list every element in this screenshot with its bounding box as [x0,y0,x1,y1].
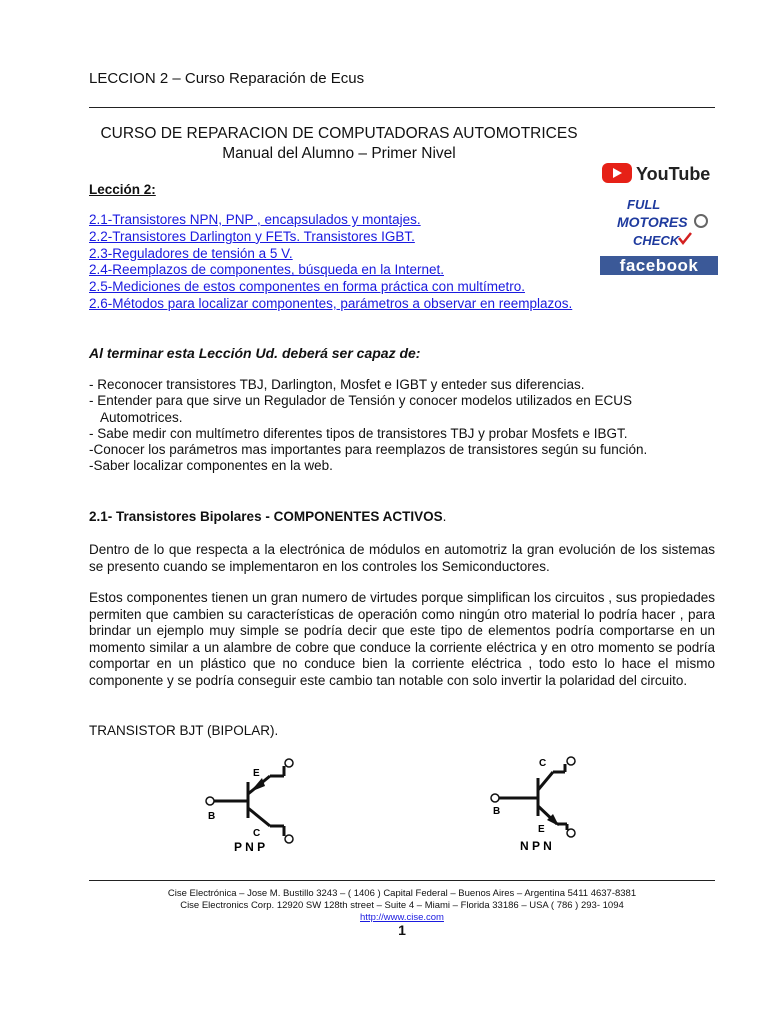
document-header: LECCION 2 – Curso Reparación de Ecus [89,70,365,87]
wrench-icon [695,215,707,227]
course-subtitle: Manual del Alumno – Primer Nivel [222,145,456,162]
course-title: CURSO DE REPARACION DE COMPUTADORAS AUTOMOTRICES [100,125,578,142]
footer-divider [89,880,715,881]
toc-link-2-2[interactable]: 2.2-Transistores Darlington y FETs. Transistores IGBT. [89,228,415,244]
section-heading [89,509,446,524]
toc-link-2-5[interactable]: 2.5-Mediciones de estos componentes en forma práctica con multímetro. [89,279,525,295]
fmc-line2: MOTORES [617,214,688,230]
footer-address-ar: Cise Electrónica – Jose M. Bustillo 3243 – ( 1406 ) Capital Federal – Buenos Aires – Argentina 5411 4637-8381 [167,888,637,899]
section-heading-suffix: . [442,509,447,524]
goal-item: - Entender para que sirve un Regulador de Tensión y conocer modelos utilizados en ECUS [89,393,633,409]
fmc-line1: FULL [627,197,661,212]
footer-website-link[interactable]: http://www.cise.com [360,912,444,923]
goal-item: - Sabe medir con multímetro diferentes tipos de transistores TBJ y probar Mosfets e IBGT. [89,425,628,441]
goal-item: -Saber localizar componentes en la web. [89,458,333,474]
paragraph-2: Estos componentes tienen un gran numero de virtudes porque simplifican los circuitos , sus propiedades permiten que cambien su características de operación como ningún otro material lo podría hacer , para brindar un ejemplo muy simple se podría decir que este tipo de elementos podría comportarse en un momento similar a un alambre de cobre que conduce la corriente eléctrica y en otro momento se podría comportar en un plástico que no conduce bien la corriente eléctrica , todo esto lo hace el mismo componente y se podría conseguir este cambio tan notable con solo invertir la polaridad del circuito. [89,590,715,688]
goals-list [89,377,719,475]
pnp-c-label: C [253,828,261,839]
lesson-toc [89,212,572,313]
toc-link-2-6[interactable]: 2.6-Métodos para localizar componentes, parámetros a observar en reemplazos. [89,295,573,311]
toc-link-2-1[interactable]: 2.1-Transistores NPN, PNP , encapsulados y montajes. [89,212,421,227]
toc-link-2-4[interactable]: 2.4-Reemplazos de componentes, búsqueda en la Internet. [89,262,444,278]
youtube-label: YouTube [636,164,711,184]
section-heading-text: 2.1- Transistores Bipolares - COMPONENTES ACTIVOS [89,509,443,524]
toc-link-2-3[interactable]: 2.3-Reguladores de tensión a 5 V. [89,245,293,261]
goal-item: - Reconocer transistores TBJ, Darlington, Mosfet e IGBT y enteder sus diferencias. [89,377,585,392]
goal-item: Automotrices. [100,409,183,425]
youtube-icon [601,161,717,185]
npn-b-label: B [493,806,501,817]
facebook-logo[interactable]: facebook [600,256,718,275]
bjt-label: TRANSISTOR BJT (BIPOLAR). [89,723,279,738]
footer-address-us: Cise Electronics Corp. 12920 SW 128th street – Suite 4 – Miami – Florida 33186 – USA ( 786 ) 293- 1094 [180,900,624,911]
pnp-type-label: P N P [234,840,266,854]
goals-heading: Al terminar esta Lección Ud. deberá ser capaz de: [89,345,421,361]
goal-item: -Conocer los parámetros mas importantes para reemplazos de transistores según su función. [89,442,648,458]
npn-type-label: N P N [520,839,552,853]
page-number: 1 [398,922,406,938]
header-divider [89,107,715,108]
npn-e-label: E [538,824,545,835]
lesson-heading: Lección 2: [89,182,156,197]
paragraph-1: Dentro de lo que respecta a la electrónica de módulos en automotriz la gran evolución de los sistemas se presento cuando se implementaron en los controles los Semiconductores. [89,542,715,574]
full-motores-check-logo[interactable] [613,196,713,250]
pnp-b-label: B [208,811,216,822]
youtube-logo[interactable] [601,161,717,185]
pnp-e-label: E [253,768,260,779]
fmc-line3: CHECK [633,233,680,248]
npn-c-label: C [539,758,547,769]
pnp-transistor-diagram [198,758,298,854]
npn-transistor-diagram [483,754,583,854]
check-icon [679,233,691,243]
